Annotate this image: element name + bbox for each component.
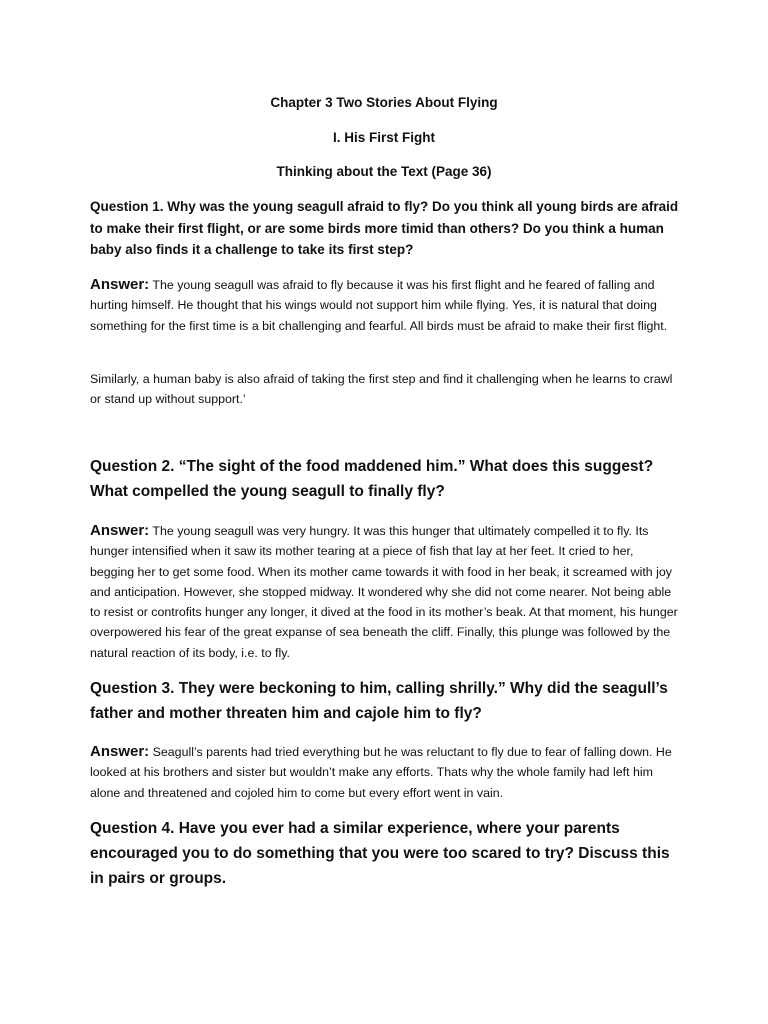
answer-label: Answer: [90,276,150,293]
subsection-title: Thinking about the Text (Page 36) [276,164,492,179]
answer-3 [90,742,680,803]
section-title: I. His First Fight [332,130,435,145]
answer-1-extra: Similarly, a human baby is also afraid of taking the first step and find it challenging when he learns to crawl or stand up without support.’ [90,372,673,407]
answer-1 [90,275,680,336]
question-2: Question 2. “The sight of the food maddened him.” What does this suggest? What compelled the young seagull to finally fly? [90,458,654,500]
question-4: Question 4. Have you ever had a similar experience, where your parents encouraged you to do something that you were too scared to try? Discuss this in pairs or groups. [90,820,670,887]
chapter-title: Chapter 3 Two Stories About Flying [270,95,498,110]
question-1: Question 1. Why was the young seagull afraid to fly? Do you think all young birds are afraid to make their first flight, or are some birds more timid than others? Do you think a human baby also finds it a challenge to take its first step? [90,199,679,257]
answer-3-text: Seagull’s parents had tried everything but he was reluctant to fly due to fear of falling down. He looked at his brothers and sister but wouldn’t make any efforts. Thats why the whole family had left him alone and threatened and cojoled him to come but every effort went in vain. [90,745,672,800]
answer-label: Answer: [90,522,150,539]
answer-1-text: The young seagull was afraid to fly because it was his first flight and he feared of falling and hurting himself. He thought that his wings would not support him while flying. Yes, it is natural that doing something for the first time is a bit challenging and fearful. All birds must be afraid to make their first flight. [90,278,668,333]
answer-2 [90,521,680,663]
answer-2-text: The young seagull was very hungry. It was this hunger that ultimately compelled it to fly. Its hunger intensified when it saw its mother tearing at a piece of fish that lay at her feet. It cried to her, begging her to get some food. When its mother came towards it with food in her beak, it screamed with joy and anticipation. However, she stopped midway. It wondered why she did not come nearer. Not being able to resist or controfits hunger any longer, it dived at the food in its mother’s beak. At that moment, his hunger overpowered his fear of the great expanse of sea beneath the cliff. Finally, this plunge was followed by the natural reaction of its body, i.e. to fly. [90,524,678,660]
answer-label: Answer: [90,743,150,760]
question-3: Question 3. They were beckoning to him, calling shrilly.” Why did the seagull’s father and mother threaten him and cajole him to fly? [90,680,668,722]
